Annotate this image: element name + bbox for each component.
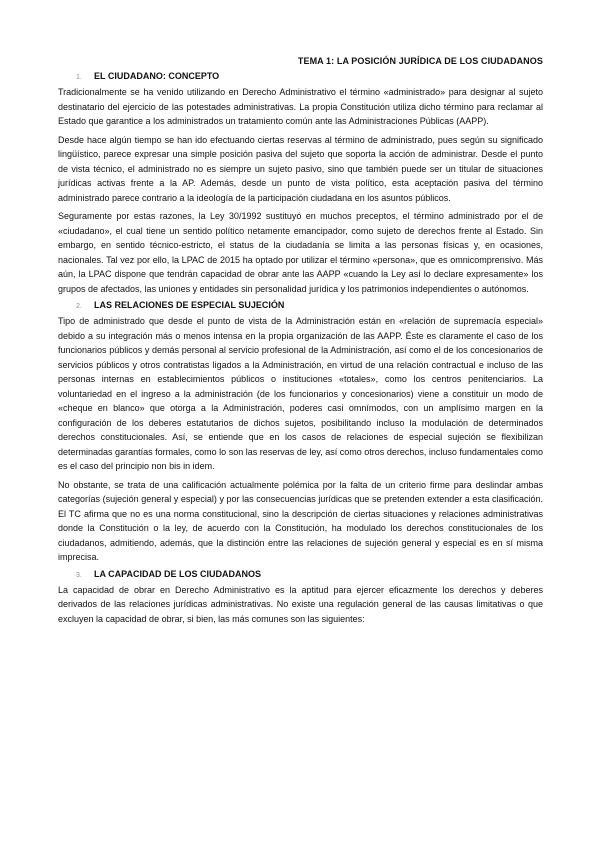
document-title: TEMA 1: LA POSICIÓN JURÍDICA DE LOS CIUDADANOS: [297, 56, 543, 66]
section-capacidad-ciudadanos: [58, 569, 543, 627]
paragraph: Tipo de administrado que desde el punto de vista de la Administración están en «relación de supremacía especial» debido a su integración más o menos intensa en la propia organización de las AAPP. Éste es claramente el caso de los funcionarios públicos y demás personal al servicio profesional de la Administración, así como el de los concesionarios de servicios públicos y otros contratistas ligados a la Administración, en virtud de una relación contractual e incluso de las personas internas en establecimientos públicos o instituciones «totales», como los centros penitenciarios. La voluntariedad en el ingreso a la administración (de los funcionarios y concesionarios) viene a constituir un modo de «cheque en blanco» que otorga a la Administración, poderes casi omnímodos, con un amplísimo margen en la configuración de los deberes estatutarios de dichos sujetos, posibilitando incluso la modulación de determinados derechos constitucionales. Así, se entiende que en los casos de relaciones de especial sujeción se flexibilizan determinadas garantías formales, como lo son las reservas de ley, así como otros derechos, incluso fundamentales como es el caso del principio non bis in idem.: [58, 316, 543, 471]
paragraph: Desde hace algún tiempo se han ido efectuando ciertas reservas al término de administrado, pues según su significado lingüístico, parece expresar una simple posición pasiva del sujeto que soporta la acción de administrar. Desde el punto de vista técnico, el administrado no es siempre un sujeto pasivo, sino que también puede ser un titular de situaciones jurídicas activas frente a la AP. Además, desde un punto de vista político, esta aceptación pasiva del término administrado parece contrario a la ideología de la participación ciudadana en los asuntos públicos.: [58, 134, 543, 203]
section-heading-text: EL CIUDADANO: CONCEPTO: [94, 71, 220, 81]
paragraph: Seguramente por estas razones, la Ley 30/1992 sustituyó en muchos preceptos, el término administrado por el de «ciudadano», el cual tiene un sentido político netamente emancipador, como sujeto de derechos frente al Estado. Sin embargo, en sentido técnico-estricto, el status de la ciudadanía se limita a las personas físicas y, en ocasiones, nacionales. Tal vez por ello, la LPAC de 2015 ha optado por utilizar el término «persona», que es omnicomprensivo. Más aún, la LPAC dispone que tendrán capacidad de obrar ante las AAPP «cuando la Ley así lo declare expresamente» los grupos de afectados, las uniones y entidades sin personalidad jurídica y los patrimonios independientes o autónomos.: [58, 211, 543, 294]
section-heading: [58, 300, 543, 312]
section-especial-sujecion: [58, 300, 543, 565]
section-heading: [58, 569, 543, 581]
section-heading: [58, 71, 543, 83]
paragraph: Tradicionalmente se ha venido utilizando en Derecho Administrativo el término «administrado» para designar al sujeto destinatario del ejercicio de las potestades administrativas. La propia Constitución utiliza dicho término para reclamar al Estado que garantice a los administrados un tratamiento común ante las Administraciones Públicas (AAPP).: [58, 87, 543, 126]
section-heading-text: LAS RELACIONES DE ESPECIAL SUJECIÓN: [94, 300, 285, 310]
section-number: 3.: [76, 571, 82, 579]
paragraph: No obstante, se trata de una calificación actualmente polémica por la falta de un criterio firme para deslindar ambas categorías (sujeción general y especial) y por las consecuencias jurídicas que se pretenden extender a esta clasificación. El TC afirma que no es una norma constitucional, sino la descripción de ciertas situaciones y relaciones administrativas donde la Constitución o la ley, de acuerdo con la Constitución, ha modulado los derechos constitucionales de los ciudadanos, admitiendo, además, que la distinción entre las relaciones de sujeción general y especial es en sí misma imprecisa.: [58, 479, 543, 562]
section-heading-text: LA CAPACIDAD DE LOS CIUDADANOS: [94, 568, 262, 579]
section-number: 2.: [76, 303, 82, 310]
section-number: 1.: [76, 74, 82, 81]
paragraph: La capacidad de obrar en Derecho Administrativo es la aptitud para ejercer eficazmente los derechos y deberes derivados de las relaciones jurídicas administrativas. No existe una regulación general de las causas limitativas o que excluyen la capacidad de obrar, si bien, las más comunes son las siguientes:: [58, 584, 543, 624]
section-ciudadano-concepto: [58, 71, 543, 296]
